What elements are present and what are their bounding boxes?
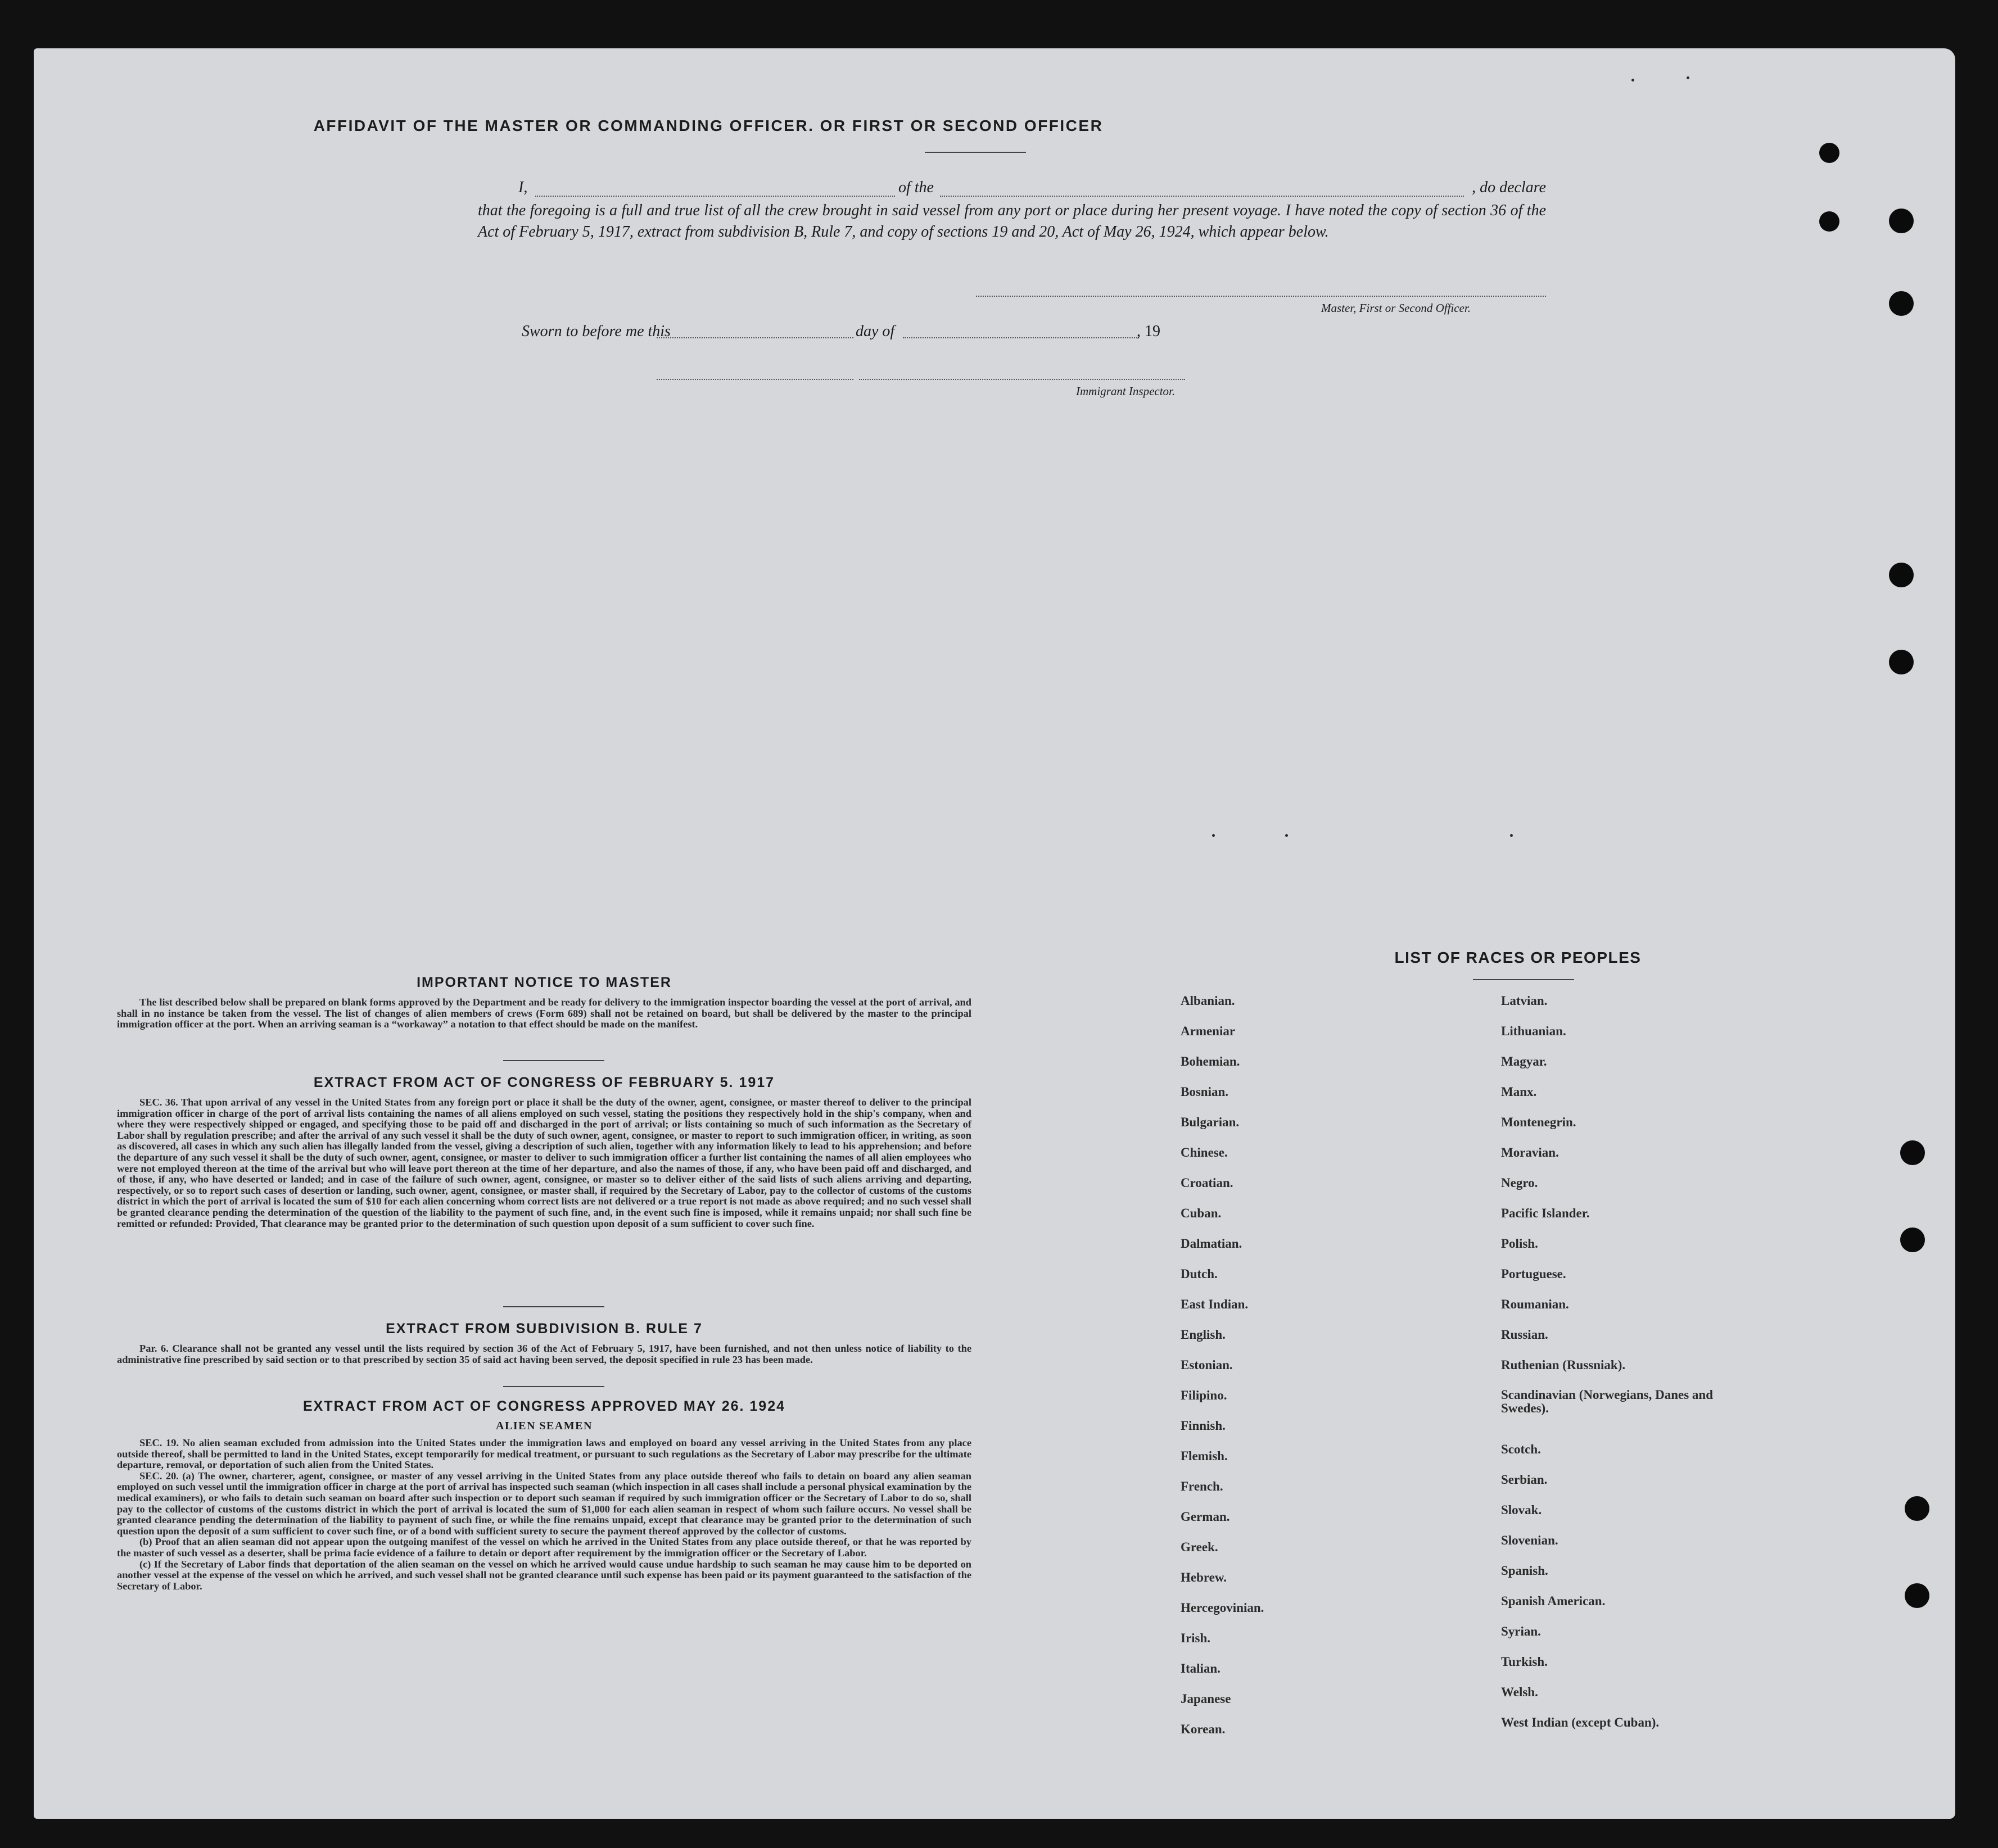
race-item: Scotch.: [1501, 1442, 1541, 1456]
race-item: Flemish.: [1181, 1449, 1228, 1463]
extract-1917-text: SEC. 36. That upon arrival of any vessel in the United States from any foreign port or place it shall be the duty of the owner, agent, consignee, or master thereof to deliver to the principal immigration officer in charge of the port of arrival lists containing the names of all aliens employed on such vessel, stating the positions they respectively hold in the ship's company, when and where they were respectively shipped or engaged, and specifying those to be paid off and discharged in the port of arrival; or lists containing so much of such information as the Secretary of Labor shall by regulation prescribe; and after the arrival of any such vessel it shall be the duty of such owner, agent, consignee, or master to report to such immigration officer, in writing, as soon as discovered, all cases in which any such alien has illegally landed from the vessel, giving a description of such alien, together with any information likely to lead to his apprehension; and before the departure of any such vessel it shall be the duty of such owner, agent, consignee, or master to deliver to such immigration officer a further list containing the names of all alien employees who were not employed thereon at the time of the arrival but who will leave port thereon at the time of her departure, and also the names of those, if any, who have been paid off and discharged, and of those, if any, who have deserted or landed; and in case of the failure of such owner, agent, consignee, or master so to deliver either of the said lists of such aliens arriving and departing, respectively, or so to report such cases of desertion or landing, such owner, agent, consignee, or master shall, if required by the Secretary of Labor, pay to the collector of customs of the customs district in which the port of arrival is located the sum of $10 for each alien concerning whom correct lists are not delivered or a true report is not made as above required; and no such vessel shall be granted clearance pending the determination of the question of the liability to the payment of such fine, and, in the event such fine is imposed, while it remains unpaid; nor shall such fine be remitted or refunded: Provided, That clearance may be granted prior to the determination of such question upon deposit of a sum sufficient to cover such fine.: [117, 1097, 971, 1229]
race-item: Chinese.: [1181, 1145, 1228, 1159]
race-item: Portuguese.: [1501, 1267, 1566, 1281]
title-rule: [925, 152, 1026, 153]
of-the-label: of the: [898, 179, 934, 196]
race-item: Korean.: [1181, 1722, 1226, 1736]
extract-1924-body: [117, 1438, 971, 1592]
sec-20c-text: (c) If the Secretary of Labor finds that deportation of the alien seaman on the vessel on which he arrived would cause undue hardship to such seaman he may cause him to be deported on another vessel at the expense of the vessel on which he arrived, and such vessel shall not be granted clearance until such expense has been paid or its payment guaranteed to the satisfaction of the Secretary of Labor.: [117, 1558, 971, 1592]
punch-hole: [1819, 211, 1839, 232]
speck: [1687, 76, 1689, 79]
speck: [1212, 834, 1215, 837]
race-item: Armeniar: [1181, 1024, 1236, 1038]
race-item: Greek.: [1181, 1540, 1218, 1554]
race-item: West Indian (except Cuban).: [1501, 1715, 1660, 1729]
race-item: Estonian.: [1181, 1358, 1233, 1372]
sworn-day-field[interactable]: [657, 337, 853, 338]
extract-rule7-body: [117, 1343, 971, 1365]
name-field[interactable]: [535, 196, 895, 197]
race-item: Dalmatian.: [1181, 1236, 1242, 1251]
race-item: Lithuanian.: [1501, 1024, 1566, 1038]
race-item: Albanian.: [1181, 994, 1235, 1008]
race-item: German.: [1181, 1510, 1230, 1524]
inspector-label: Immigrant Inspector.: [1076, 384, 1176, 398]
year-label: , 19: [1137, 323, 1160, 340]
race-item: Dutch.: [1181, 1267, 1218, 1281]
race-item: English.: [1181, 1328, 1226, 1342]
divider: [503, 1386, 604, 1387]
race-item: Magyar.: [1501, 1054, 1547, 1068]
punch-hole: [1889, 291, 1914, 316]
speck: [1631, 79, 1634, 81]
races-title: LIST OF RACES OR PEOPLES: [1394, 949, 1642, 966]
race-item: Serbian.: [1501, 1473, 1548, 1487]
race-item: Ruthenian (Russniak).: [1501, 1358, 1626, 1372]
race-item: Scandinavian (Norwegians, Danes and Swedes).: [1501, 1388, 1714, 1415]
notice-text: The list described below shall be prepared on blank forms approved by the Department and be ready for delivery to the immigration inspector boarding the vessel at the port of arrival, and shall in no instance be taken from the vessel. The list of changes of alien members of crews (Form 689) shall not be retained on board, but shall be delivered by the master to the principal immigration officer at the port. When an arriving seaman is a “workaway” a notation to that effect should be made on the manifest.: [117, 997, 971, 1030]
race-item: Roumanian.: [1501, 1297, 1569, 1311]
affidavit-declaration-line: [478, 179, 1546, 200]
alien-seamen-subtitle: ALIEN SEAMEN: [496, 1420, 593, 1432]
punch-hole: [1819, 143, 1839, 163]
punch-hole: [1900, 1228, 1925, 1252]
race-item: Finnish.: [1181, 1419, 1226, 1433]
extract-rule7-title: EXTRACT FROM SUBDIVISION B. RULE 7: [386, 1321, 703, 1337]
inspector-line-1[interactable]: [657, 379, 853, 380]
race-item: Croatian.: [1181, 1176, 1233, 1190]
race-item: Pacific Islander.: [1501, 1206, 1590, 1220]
race-item: Turkish.: [1501, 1655, 1548, 1669]
sec-20b-text: (b) Proof that an alien seaman did not appear upon the outgoing manifest of the vessel on which he arrived in the United States from any place outside thereof, or that he was reported by the master of such vessel as a deserter, shall be prima facie evidence of a failure to detain or deport after requirement by the immigration officer or the Secretary of Labor.: [117, 1536, 971, 1559]
punch-hole: [1900, 1140, 1925, 1165]
race-item: Bosnian.: [1181, 1085, 1229, 1099]
race-item: Negro.: [1501, 1176, 1538, 1190]
punch-hole: [1905, 1496, 1929, 1521]
affidavit-title: AFFIDAVIT OF THE MASTER OR COMMANDING OFFICER. OR FIRST OR SECOND OFFICER: [313, 117, 1104, 134]
punch-hole: [1889, 650, 1914, 674]
race-item: Japanese: [1181, 1692, 1231, 1706]
extract-1917-body: [117, 1097, 971, 1229]
race-item: Manx.: [1501, 1085, 1537, 1099]
race-item: Slovak.: [1501, 1503, 1542, 1517]
punch-hole: [1889, 209, 1914, 233]
do-declare-label: , do declare: [1472, 179, 1546, 196]
race-item: Bohemian.: [1181, 1054, 1240, 1068]
i-label: I,: [518, 179, 528, 196]
race-item: Cuban.: [1181, 1206, 1222, 1220]
race-item: French.: [1181, 1479, 1223, 1493]
race-item: Polish.: [1501, 1236, 1538, 1251]
race-item: Russian.: [1501, 1328, 1548, 1342]
speck: [1510, 834, 1513, 837]
race-item: Slovenian.: [1501, 1533, 1558, 1547]
race-item: East Indian.: [1181, 1297, 1249, 1311]
sec-19-text: SEC. 19. No alien seaman excluded from admission into the United States under the immigration laws and employed on board any vessel arriving in the United States from any place outside thereof, shall be permitted to land in the United States, except temporarily for medical treatment, or pursuant to such regulations as the Secretary of Labor may prescribe for the ultimate departure, removal, or deportation of such alien from the United States.: [117, 1437, 971, 1471]
signature-line[interactable]: [976, 296, 1546, 297]
sworn-line: [522, 323, 671, 341]
races-rule: [1473, 979, 1574, 980]
race-item: Hebrew.: [1181, 1570, 1227, 1584]
affidavit-body: [478, 200, 1546, 243]
punch-hole: [1905, 1583, 1929, 1608]
race-item: Spanish.: [1501, 1564, 1548, 1578]
sec-20a-text: SEC. 20. (a) The owner, charterer, agent, consignee, or master of any vessel arriving in the United States from any place outside thereof who fails to detain on board any alien seaman employed on such vessel until the immigration officer in charge at the port of arrival has inspected such seaman (which inspection in all cases shall include a personal physical examination by the medical examiners), or who fails to detain such seaman on board after such inspection or to deport such seaman if required by such immigration officer or the Secretary of Labor to do so, shall pay to the collector of customs of the customs district in which the port of arrival is located the sum of $1,000 for each alien seaman in respect of whom such failure occurs. No vessel shall be granted clearance pending the determination of the liability to payment of such fine, or while the fine remains unpaid, except that clearance may be granted prior to the determination of such question upon the deposit of a sum sufficient to cover such fine, or of a bond with sufficient surety to secure the payment thereof approved by the collector of customs.: [117, 1470, 971, 1537]
race-item: Filipino.: [1181, 1388, 1227, 1402]
divider: [503, 1306, 604, 1307]
race-item: Latvian.: [1501, 994, 1548, 1008]
race-item: Bulgarian.: [1181, 1115, 1240, 1129]
affidavit-body-text: that the foregoing is a full and true list of all the crew brought in said vessel from any port or place during her present voyage. I have noted the copy of section 36 of the Act of February 5, 1917, extract from subdivision B, Rule 7, and copy of sections 19 and 20, Act of May 26, 1924, which appear below.: [478, 202, 1546, 241]
race-item: Montenegrin.: [1501, 1115, 1576, 1129]
form-page: [34, 48, 1955, 1819]
race-item: Irish.: [1181, 1631, 1211, 1645]
punch-hole: [1889, 563, 1914, 587]
race-item: Moravian.: [1501, 1145, 1559, 1159]
sworn-month-field[interactable]: [903, 337, 1139, 338]
race-item: Italian.: [1181, 1661, 1221, 1675]
signature-label: Master, First or Second Officer.: [1321, 301, 1471, 315]
day-of-label: day of: [856, 323, 895, 340]
race-item: Syrian.: [1501, 1624, 1541, 1638]
sworn-label: Sworn to before me this: [522, 323, 671, 340]
notice-title: IMPORTANT NOTICE TO MASTER: [417, 975, 672, 990]
extract-1924-title: EXTRACT FROM ACT OF CONGRESS APPROVED MAY 26. 1924: [302, 1398, 786, 1414]
notice-body: [117, 997, 971, 1030]
inspector-line-2[interactable]: [859, 379, 1185, 380]
race-item: Welsh.: [1501, 1685, 1538, 1699]
divider: [503, 1060, 604, 1061]
speck: [1285, 834, 1288, 837]
race-item: Hercegovinian.: [1181, 1601, 1264, 1615]
extract-1917-title: EXTRACT FROM ACT OF CONGRESS OF FEBRUARY 5. 1917: [313, 1075, 775, 1090]
race-item: Spanish American.: [1501, 1594, 1606, 1608]
extract-rule7-text: Par. 6. Clearance shall not be granted any vessel until the lists required by section 36 of the Act of February 5, 1917, have been furnished, and not then unless notice of liability to the administrative fine prescribed by said section or to that prescribed by section 35 of said act having been served, the deposit specified in rule 23 has been made.: [117, 1343, 971, 1365]
vessel-field[interactable]: [940, 196, 1464, 197]
